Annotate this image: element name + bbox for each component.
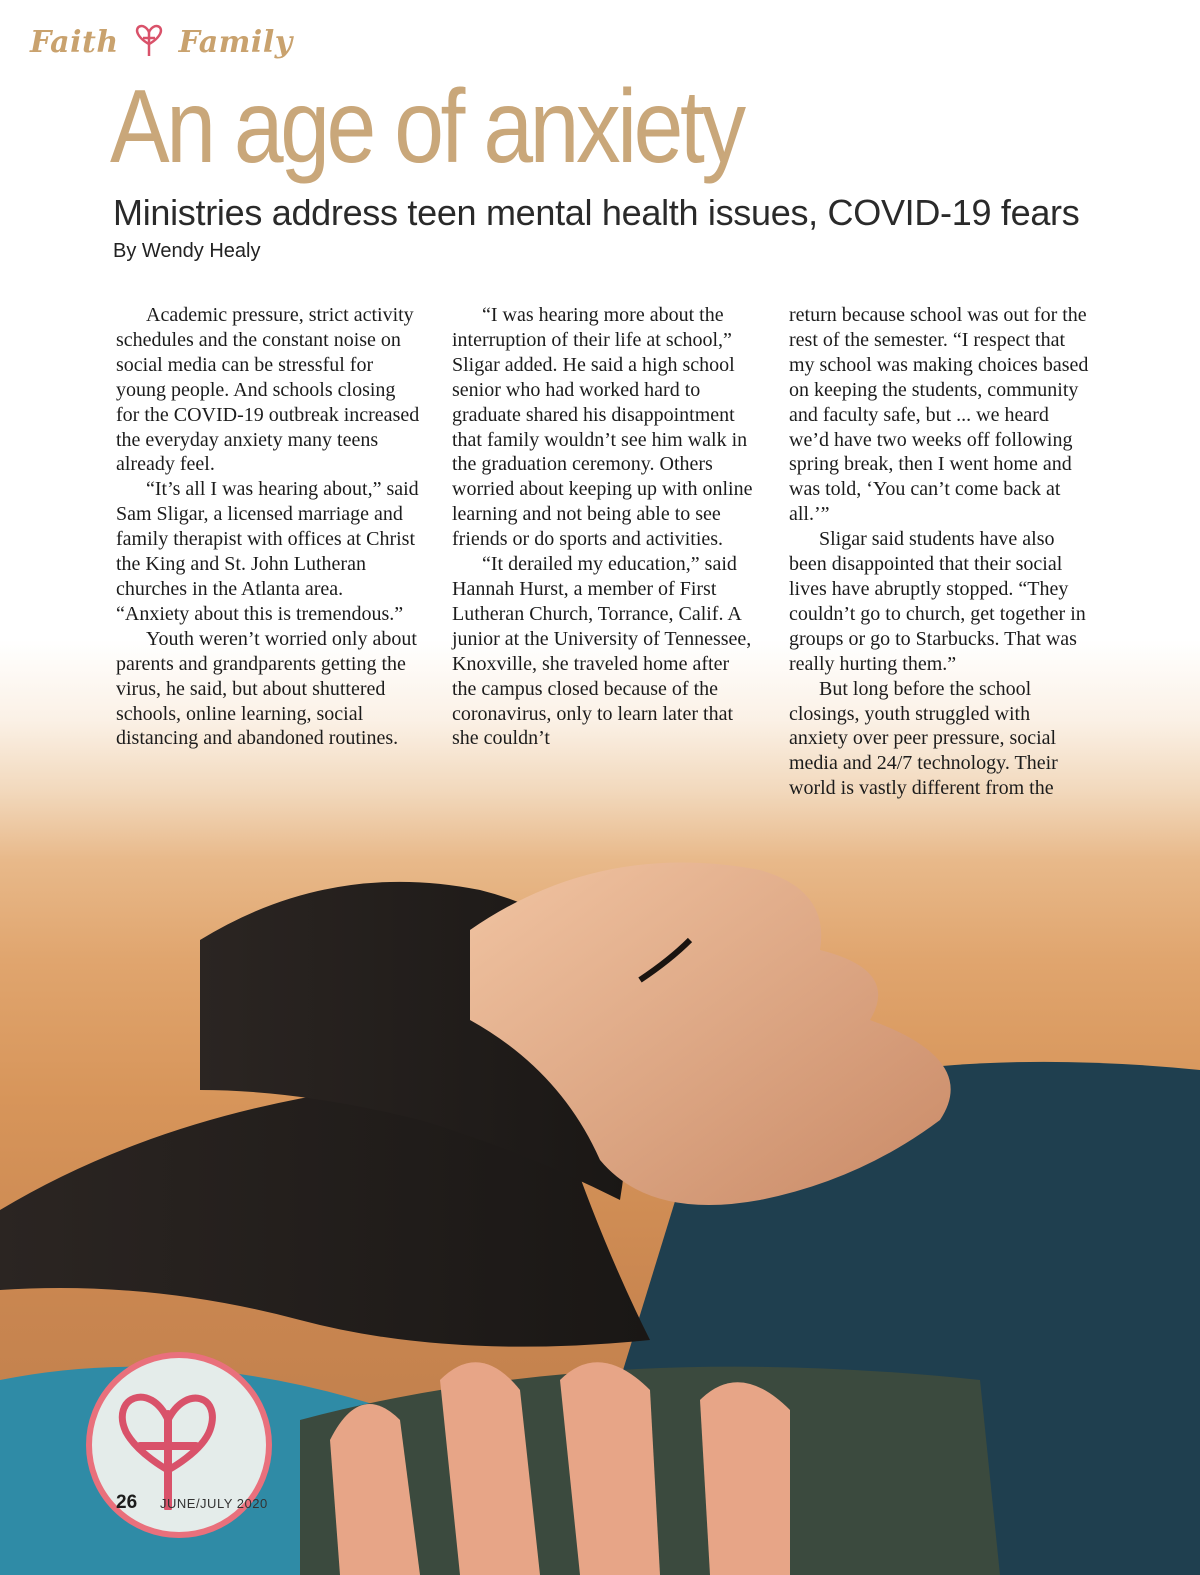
article-subtitle: Ministries address teen mental health issues, COVID-19 fears [113,192,1080,233]
byline: By Wendy Healy [113,240,261,262]
paragraph: “It’s all I was hearing about,” said Sam Sligar, a licensed marriage and family therapist with offices at Christ the King and St. John Lutheran churches in the Atlanta area. “Anxiety about this is tremendous.” [116,478,419,625]
paragraph: Youth weren’t worried only about parents and grandparents getting the virus, he said, but about shuttered schools, online learning, social distancing and abandoned routines. [116,627,417,750]
paragraph: “It derailed my education,” said Hannah Hurst, a member of First Lutheran Church, Torrance, Calif. A junior at the University of Tennessee, Knoxville, she traveled home after the campus closed because of the coronavirus, only to learn later that she couldn’t [452,553,752,750]
paragraph: But long before the school closings, youth struggled with anxiety over peer pressure, social media and 24/7 technology. Their world is vastly different from the [789,677,1058,800]
brand-word-faith: Faith [30,25,119,60]
brand-word-family: Family [178,25,293,60]
text-column-1 [116,303,420,751]
issue-date: JUNE/JULY 2020 [160,1496,268,1511]
paragraph: return because school was out for the rest of the semester. “I respect that my school was making choices based on keeping the students, community and faculty safe, but ... we heard we’d have two weeks off following spring break, then I went home and was told, ‘You can’t come back at all.’” [789,304,1089,526]
brand-logo [30,22,293,66]
paragraph: Sligar said students have also been disappointed that their social lives have abruptly stopped. “They couldn’t go to church, get together in groups or go to Starbucks. That was really hurting them.” [789,528,1086,675]
heart-cross-icon [134,22,164,66]
text-column-3 [789,303,1093,801]
article-title: An age of anxiety [110,69,743,185]
paragraph: Academic pressure, strict activity schedules and the constant noise on social media can be stressful for young people. And schools closing for the COVID-19 outbreak increased the everyday anxiety many teens already feel. [116,304,420,476]
text-column-2 [452,303,756,751]
heart-cross-logo-icon [110,1380,230,1510]
paragraph: “I was hearing more about the interruption of their life at school,” Sligar added. He said a high school senior who had worked hard to graduate shared his disappointment that family wouldn’t see him walk in the graduation ceremony. Others worried about keeping up with online learning and not being able to see friends or do sports and activities. [452,304,753,551]
page-number: 26 [116,1492,138,1513]
